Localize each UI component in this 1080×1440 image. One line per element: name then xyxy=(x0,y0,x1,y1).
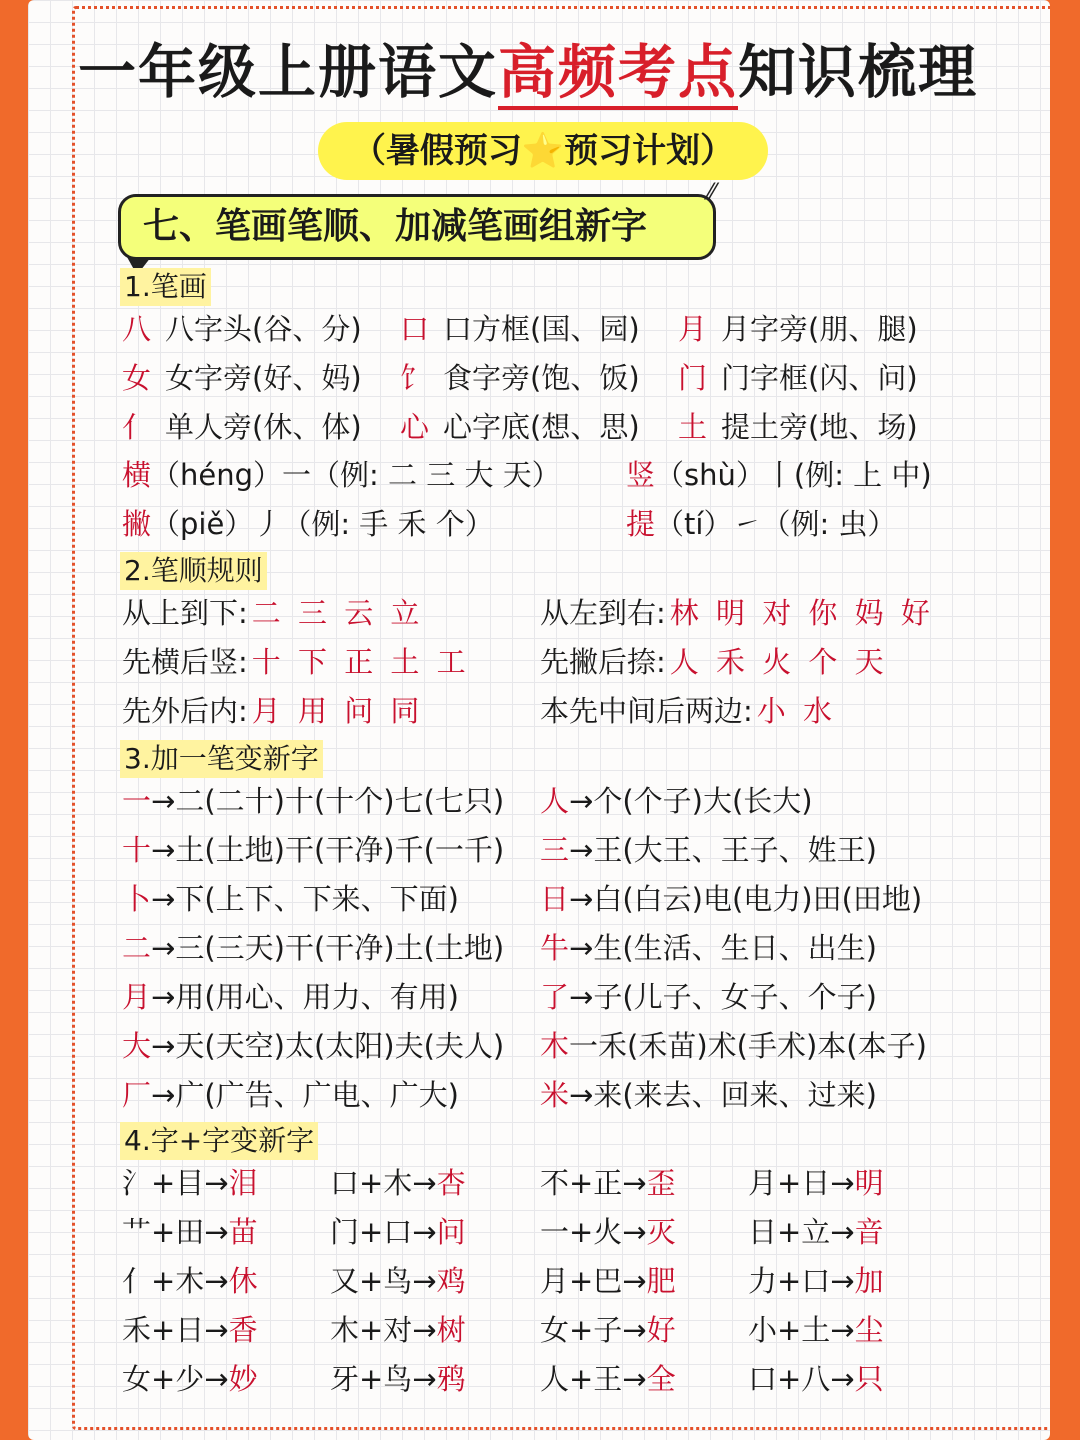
heading-add-one-stroke: 3.加一笔变新字 xyxy=(120,740,323,778)
subtitle-pill xyxy=(318,122,768,180)
base-char: 月 xyxy=(122,980,152,1014)
basic-stroke-item xyxy=(122,452,561,498)
combine-parts: 禾+日→ xyxy=(122,1313,229,1347)
base-char: 大 xyxy=(122,1029,152,1063)
radical-text: 单人旁(休、体) xyxy=(165,410,362,444)
basic-stroke-row xyxy=(28,452,1050,498)
radical-item xyxy=(122,355,362,401)
radical-glyph: 八 xyxy=(122,312,152,346)
combine-row xyxy=(28,1356,1050,1402)
derived-chars: →广(广告、广电、广大) xyxy=(151,1078,459,1112)
combine-result: 明 xyxy=(854,1166,884,1200)
base-char: 十 xyxy=(122,833,152,867)
add-stroke-item xyxy=(540,925,877,971)
combine-parts: 小+土→ xyxy=(748,1313,855,1347)
combine-result: 泪 xyxy=(228,1166,258,1200)
base-char: 米 xyxy=(540,1078,570,1112)
add-stroke-item xyxy=(122,1072,459,1118)
combine-parts: 牙+鸟→ xyxy=(330,1362,437,1396)
radical-item xyxy=(122,404,362,450)
add-stroke-item xyxy=(540,1023,927,1069)
combine-result: 全 xyxy=(646,1362,676,1396)
order-rule-item xyxy=(122,590,423,636)
combine-result: 尘 xyxy=(854,1313,884,1347)
add-stroke-item xyxy=(122,974,459,1020)
radical-glyph: 口 xyxy=(400,312,430,346)
order-rule-item xyxy=(540,590,934,636)
stroke-desc: （shù）丨(例: 上 中) xyxy=(655,458,932,492)
radical-text: 月字旁(朋、腿) xyxy=(721,312,918,346)
basic-stroke-item xyxy=(626,501,896,547)
add-stroke-item xyxy=(540,876,922,922)
add-stroke-row xyxy=(28,1023,1050,1069)
radical-item xyxy=(400,306,640,352)
title-highlight: 高频考点 xyxy=(498,38,738,110)
sparkle-icon: ⁄⁄ xyxy=(708,180,716,205)
combine-item xyxy=(330,1356,466,1402)
radical-row xyxy=(28,355,1050,401)
combine-parts: 亻+木→ xyxy=(122,1264,229,1298)
heading-strokes: 1.笔画 xyxy=(120,268,211,306)
rule-chars: 十 下 正 土 工 xyxy=(251,645,470,679)
combine-parts: 人+王→ xyxy=(540,1362,647,1396)
order-rule-item xyxy=(122,639,470,685)
basic-stroke-item xyxy=(122,501,494,547)
rule-label: 先外后内: xyxy=(122,694,248,728)
derived-chars: →白(白云)电(电力)田(田地) xyxy=(569,882,923,916)
rule-label: 先横后竖: xyxy=(122,645,248,679)
add-stroke-item xyxy=(122,778,504,824)
combine-item xyxy=(540,1307,676,1353)
derived-chars: →生(生活、生日、出生) xyxy=(569,931,877,965)
add-stroke-row xyxy=(28,925,1050,971)
radical-glyph: 土 xyxy=(678,410,708,444)
radical-text: 女字旁(好、妈) xyxy=(165,361,362,395)
combine-result: 问 xyxy=(436,1215,466,1249)
rule-chars: 人 禾 火 个 天 xyxy=(669,645,888,679)
combine-result: 苗 xyxy=(228,1215,258,1249)
star-icon: ⭐ xyxy=(521,131,565,171)
rule-chars: 二 三 云 立 xyxy=(251,596,424,630)
combine-item xyxy=(748,1209,884,1255)
radical-item xyxy=(678,404,918,450)
combine-result: 好 xyxy=(646,1313,676,1347)
combine-parts: 力+口→ xyxy=(748,1264,855,1298)
combine-row xyxy=(28,1209,1050,1255)
subtitle-right: 预习计划） xyxy=(564,131,735,171)
stroke-desc: （tí）㇀（例: 虫） xyxy=(655,507,897,541)
combine-result: 妙 xyxy=(228,1362,258,1396)
combine-item xyxy=(330,1160,466,1206)
radical-glyph: 饣 xyxy=(400,361,430,395)
radical-item xyxy=(400,355,640,401)
combine-parts: 氵+目→ xyxy=(122,1166,229,1200)
combine-parts: 又+鸟→ xyxy=(330,1264,437,1298)
stroke-desc: （héng）一（例: 二 三 大 天） xyxy=(151,458,561,492)
radical-item xyxy=(400,404,640,450)
combine-parts: 门+口→ xyxy=(330,1215,437,1249)
derived-chars: →天(天空)太(太阳)夫(夫人) xyxy=(151,1029,505,1063)
rule-chars: 林 明 对 你 妈 好 xyxy=(669,596,934,630)
rule-label: 从左到右: xyxy=(540,596,666,630)
radical-row xyxy=(28,306,1050,352)
combine-parts: 女+子→ xyxy=(540,1313,647,1347)
combine-item xyxy=(330,1307,466,1353)
add-stroke-item xyxy=(122,827,504,873)
add-stroke-row xyxy=(28,974,1050,1020)
base-char: 牛 xyxy=(540,931,570,965)
radical-row xyxy=(28,404,1050,450)
radical-text: 食字旁(饱、饭) xyxy=(443,361,640,395)
add-stroke-item xyxy=(540,827,877,873)
add-stroke-item xyxy=(122,876,459,922)
base-char: 了 xyxy=(540,980,570,1014)
add-stroke-row xyxy=(28,1072,1050,1118)
derived-chars: →子(儿子、女子、个子) xyxy=(569,980,877,1014)
radical-item xyxy=(678,355,918,401)
combine-result: 音 xyxy=(854,1215,884,1249)
combine-item xyxy=(748,1356,884,1402)
combine-parts: 口+木→ xyxy=(330,1166,437,1200)
radical-glyph: 亻 xyxy=(122,410,152,444)
derived-chars: →土(土地)干(干净)千(一千) xyxy=(151,833,505,867)
derived-chars: →下(上下、下来、下面) xyxy=(151,882,459,916)
combine-result: 香 xyxy=(228,1313,258,1347)
radical-text: 心字底(想、思) xyxy=(443,410,640,444)
stroke-name: 竖 xyxy=(626,458,656,492)
combine-parts: 不+正→ xyxy=(540,1166,647,1200)
stroke-name: 横 xyxy=(122,458,152,492)
section-title: 七、笔画笔顺、加减笔画组新字 xyxy=(118,194,716,260)
rule-label: 从上到下: xyxy=(122,596,248,630)
order-rule-row xyxy=(28,639,1050,685)
derived-chars: →来(来去、回来、过来) xyxy=(569,1078,877,1112)
title-part1: 一年级上册语文 xyxy=(78,38,499,106)
combine-result: 灭 xyxy=(646,1215,676,1249)
add-stroke-item xyxy=(540,778,813,824)
base-char: 人 xyxy=(540,784,570,818)
radical-item xyxy=(678,306,918,352)
add-stroke-item xyxy=(540,974,877,1020)
combine-result: 杏 xyxy=(436,1166,466,1200)
radical-glyph: 门 xyxy=(678,361,708,395)
base-char: 厂 xyxy=(122,1078,152,1112)
base-char: 卜 xyxy=(122,882,152,916)
combine-item xyxy=(122,1160,258,1206)
combine-item xyxy=(748,1307,884,1353)
rule-chars: 月 用 问 同 xyxy=(251,694,424,728)
combine-item xyxy=(330,1258,466,1304)
radical-glyph: 月 xyxy=(678,312,708,346)
order-rule-item xyxy=(540,688,836,734)
radical-text: 提土旁(地、场) xyxy=(721,410,918,444)
combine-result: 只 xyxy=(854,1362,884,1396)
combine-result: 加 xyxy=(854,1264,884,1298)
base-char: 日 xyxy=(540,882,570,916)
stroke-desc: （piě）丿（例: 手 禾 个） xyxy=(151,507,494,541)
derived-chars: →王(大王、王子、姓王) xyxy=(569,833,877,867)
combine-item xyxy=(540,1209,676,1255)
basic-stroke-row xyxy=(28,501,1050,547)
order-rule-row xyxy=(28,688,1050,734)
combine-parts: 木+对→ xyxy=(330,1313,437,1347)
add-stroke-row xyxy=(28,827,1050,873)
rule-label: 先撇后捺: xyxy=(540,645,666,679)
combine-parts: 一+火→ xyxy=(540,1215,647,1249)
derived-chars: 一禾(禾苗)术(手术)本(本子) xyxy=(569,1029,927,1063)
radical-glyph: 女 xyxy=(122,361,152,395)
combine-parts: 艹+田→ xyxy=(122,1215,229,1249)
order-rule-row xyxy=(28,590,1050,636)
base-char: 一 xyxy=(122,784,152,818)
rule-label: 本先中间后两边: xyxy=(540,694,753,728)
base-char: 二 xyxy=(122,931,152,965)
combine-item xyxy=(540,1356,676,1402)
combine-row xyxy=(28,1160,1050,1206)
radical-text: 口方框(国、园) xyxy=(443,312,640,346)
combine-item xyxy=(122,1307,258,1353)
combine-result: 休 xyxy=(228,1264,258,1298)
derived-chars: →个(个子)大(长大) xyxy=(569,784,813,818)
order-rule-item xyxy=(122,688,423,734)
radical-text: 八字头(谷、分) xyxy=(165,312,362,346)
base-char: 木 xyxy=(540,1029,570,1063)
stroke-name: 提 xyxy=(626,507,656,541)
stroke-name: 撇 xyxy=(122,507,152,541)
combine-item xyxy=(122,1209,258,1255)
heading-stroke-order: 2.笔顺规则 xyxy=(120,552,267,590)
basic-stroke-item xyxy=(626,452,932,498)
combine-result: 树 xyxy=(436,1313,466,1347)
combine-row xyxy=(28,1307,1050,1353)
combine-parts: 月+日→ xyxy=(748,1166,855,1200)
title-part2: 知识梳理 xyxy=(738,38,979,106)
combine-item xyxy=(540,1258,676,1304)
derived-chars: →三(三天)干(干净)土(土地) xyxy=(151,931,505,965)
combine-result: 歪 xyxy=(646,1166,676,1200)
base-char: 三 xyxy=(540,833,570,867)
combine-item xyxy=(122,1356,258,1402)
subtitle-left: （暑假预习 xyxy=(351,131,522,171)
combine-item xyxy=(748,1258,884,1304)
combine-parts: 月+巴→ xyxy=(540,1264,647,1298)
combine-item xyxy=(540,1160,676,1206)
combine-result: 鸡 xyxy=(436,1264,466,1298)
add-stroke-item xyxy=(122,1023,504,1069)
combine-parts: 口+八→ xyxy=(748,1362,855,1396)
radical-text: 门字框(闪、问) xyxy=(721,361,918,395)
derived-chars: →用(用心、用力、有用) xyxy=(151,980,459,1014)
worksheet-paper xyxy=(28,0,1050,1440)
add-stroke-item xyxy=(540,1072,877,1118)
combine-result: 鸦 xyxy=(436,1362,466,1396)
combine-parts: 日+立→ xyxy=(748,1215,855,1249)
combine-result: 肥 xyxy=(646,1264,676,1298)
combine-item xyxy=(748,1160,884,1206)
add-stroke-row xyxy=(28,778,1050,824)
page-title xyxy=(78,30,1018,114)
derived-chars: →二(二十)十(十个)七(七只) xyxy=(151,784,505,818)
order-rule-item xyxy=(540,639,888,685)
combine-parts: 女+少→ xyxy=(122,1362,229,1396)
radical-item xyxy=(122,306,362,352)
combine-item xyxy=(122,1258,258,1304)
add-stroke-item xyxy=(122,925,504,971)
combine-row xyxy=(28,1258,1050,1304)
combine-item xyxy=(330,1209,466,1255)
add-stroke-row xyxy=(28,876,1050,922)
rule-chars: 小 水 xyxy=(756,694,836,728)
heading-combine-chars: 4.字+字变新字 xyxy=(120,1122,318,1160)
radical-glyph: 心 xyxy=(400,410,430,444)
